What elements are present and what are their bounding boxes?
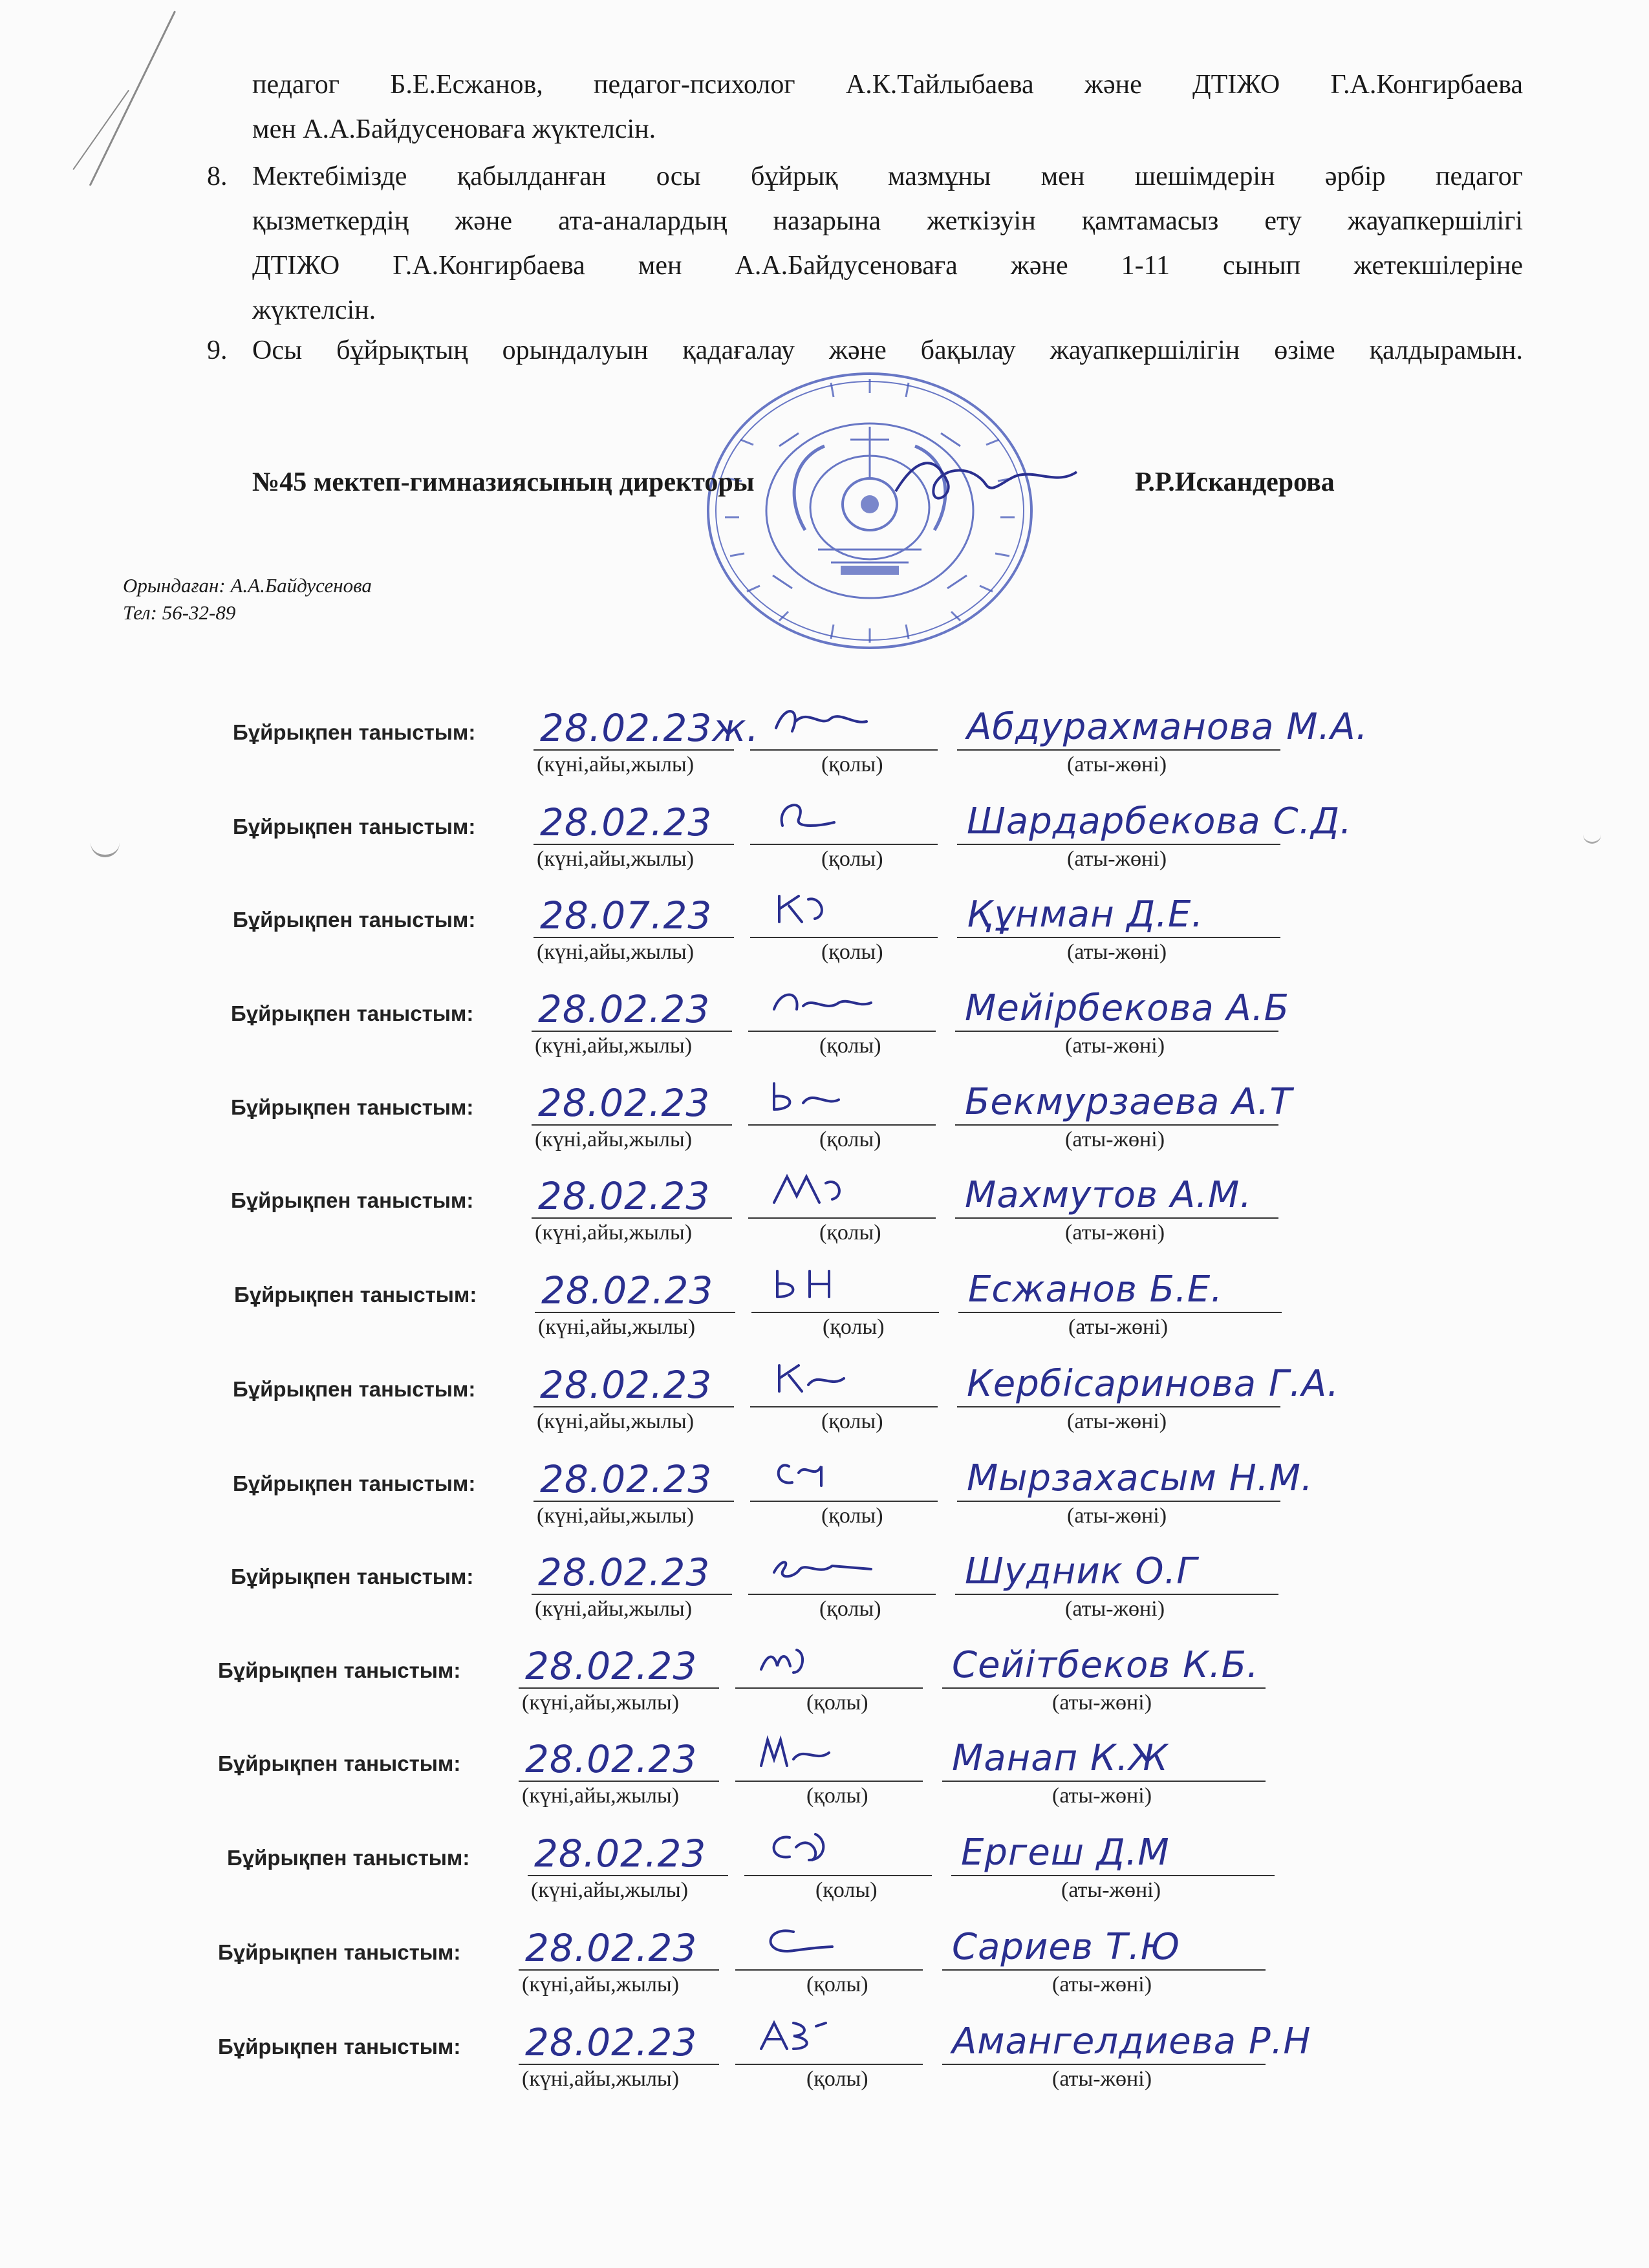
date-caption: (күні,айы,жылы)	[537, 1504, 695, 1528]
signature-caption: (қолы)	[819, 1128, 881, 1151]
date-caption: (күні,айы,жылы)	[537, 753, 695, 776]
acknowledgement-label: Бұйрықпен таныстым:	[218, 1658, 461, 1682]
acknowledgement-row	[0, 1644, 1649, 1736]
signature-line	[748, 1031, 936, 1032]
acknowledgement-row	[0, 800, 1649, 892]
signature-caption: (қолы)	[823, 1315, 885, 1339]
name-caption: (аты-жөні)	[1052, 1784, 1152, 1808]
signature-caption: (қолы)	[821, 940, 883, 964]
name-line	[958, 1312, 1282, 1313]
date-caption: (күні,айы,жылы)	[535, 1597, 693, 1621]
text-line: педагог Б.Е.Есжанов, педагог-психолог А.К.Тайлыбаева және ДТІЖО Г.А.Конгирбаева	[252, 70, 1523, 100]
acknowledgement-row	[0, 1832, 1649, 1923]
acknowledgement-row	[0, 706, 1649, 798]
name-line	[942, 1687, 1266, 1689]
handwritten-date: 28.02.23	[540, 800, 713, 844]
handwritten-name: Манап К.Ж	[952, 1737, 1169, 1779]
name-line	[942, 1781, 1266, 1782]
date-caption: (күні,айы,жылы)	[522, 1784, 680, 1808]
date-caption: (күні,айы,жылы)	[535, 1221, 693, 1245]
item-number: 8.	[207, 162, 228, 191]
acknowledgement-label: Бұйрықпен таныстым:	[218, 1940, 461, 1964]
signature-stroke	[774, 1562, 871, 1576]
signature-caption: (қолы)	[806, 1973, 868, 1996]
handwritten-date: 28.02.23	[525, 1926, 698, 1970]
executor-phone: Тел: 56-32-89	[123, 601, 236, 624]
date-caption: (күні,айы,жылы)	[522, 2067, 680, 2091]
handwritten-name: Абдурахманова М.А.	[967, 706, 1368, 748]
signature-stroke	[774, 1177, 839, 1203]
name-caption: (аты-жөні)	[1052, 2067, 1152, 2091]
signature-caption: (қолы)	[806, 1784, 868, 1808]
handwritten-signature	[755, 1733, 897, 1779]
handwritten-date: 28.02.23	[538, 1174, 711, 1218]
text-line: жүктелсін.	[252, 295, 376, 325]
date-caption: (күні,айы,жылы)	[531, 1878, 689, 1902]
handwritten-signature	[768, 1170, 910, 1215]
name-caption: (аты-жөні)	[1065, 1128, 1165, 1151]
acknowledgement-label: Бұйрықпен таныстым:	[233, 720, 476, 744]
signature-line	[750, 749, 938, 751]
acknowledgement-row	[0, 1457, 1649, 1549]
handwritten-name: Сариев Т.Ю	[952, 1926, 1181, 1968]
item-number: 9.	[207, 336, 228, 365]
signature-line	[750, 937, 938, 938]
handwritten-signature	[770, 797, 912, 842]
handwritten-name: Махмутов А.М.	[965, 1174, 1253, 1216]
handwritten-name: Құнман Д.Е.	[967, 893, 1204, 936]
date-caption: (күні,айы,жылы)	[522, 1973, 680, 1996]
signature-stroke	[761, 2023, 826, 2049]
handwritten-name: Есжанов Б.Е.	[968, 1268, 1223, 1311]
signature-line	[735, 1969, 923, 1971]
signature-caption: (қолы)	[806, 2067, 868, 2091]
signature-caption: (қолы)	[821, 753, 883, 776]
handwritten-name: Шудник О.Г	[965, 1550, 1198, 1592]
name-caption: (аты-жөні)	[1061, 1878, 1161, 1902]
signature-stroke	[779, 1365, 844, 1391]
handwritten-date: 28.02.23	[538, 987, 711, 1031]
signature-stroke	[782, 805, 834, 826]
handwritten-date: 28.02.23	[525, 1737, 698, 1781]
handwritten-date: 28.02.23	[540, 1363, 713, 1407]
name-line	[957, 749, 1280, 751]
text-line: ДТІЖО Г.А.Конгирбаева мен А.А.Байдусеноваға және 1-11 сынып жетекшілеріне	[252, 251, 1523, 281]
handwritten-name: Кербісаринова Г.А.	[967, 1363, 1340, 1405]
acknowledgement-label: Бұйрықпен таныстым:	[233, 908, 476, 932]
signature-stroke	[771, 1931, 832, 1951]
signature-line	[735, 1781, 923, 1782]
name-line	[942, 1969, 1266, 1971]
text-line: Мектебімізде қабылданған осы бұйрық мазмұны мен шешімдерін әрбір педагог	[252, 162, 1523, 191]
signature-line	[750, 844, 938, 845]
name-line	[957, 1501, 1280, 1502]
acknowledgement-label: Бұйрықпен таныстым:	[233, 815, 476, 839]
name-caption: (аты-жөні)	[1067, 1409, 1167, 1433]
acknowledgement-label: Бұйрықпен таныстым:	[218, 2035, 461, 2059]
name-line	[955, 1124, 1278, 1126]
director-title: №45 мектеп-гимназиясының директоры	[252, 467, 755, 497]
acknowledgement-label: Бұйрықпен таныстым:	[231, 1188, 474, 1212]
acknowledgement-label: Бұйрықпен таныстым:	[231, 1001, 474, 1025]
handwritten-signature	[768, 1077, 910, 1122]
handwritten-date: 28.02.23	[538, 1081, 711, 1125]
handwritten-name: Сейітбеков К.Б.	[952, 1644, 1259, 1686]
acknowledgement-row	[0, 1926, 1649, 2018]
handwritten-signature	[771, 1265, 913, 1310]
signature-line	[744, 1875, 932, 1876]
handwritten-date: 28.07.23	[540, 893, 713, 937]
scan-streak	[89, 11, 176, 186]
name-line	[951, 1875, 1275, 1876]
handwritten-date: 28.02.23	[525, 2020, 698, 2064]
signature-caption: (қолы)	[819, 1597, 881, 1621]
date-caption: (күні,айы,жылы)	[537, 1409, 695, 1433]
acknowledgement-label: Бұйрықпен таныстым:	[227, 1846, 470, 1870]
signature-line	[735, 2064, 923, 2065]
name-caption: (аты-жөні)	[1065, 1034, 1165, 1058]
handwritten-signature	[770, 1359, 912, 1404]
signature-line	[735, 1687, 923, 1689]
handwritten-name: Шардарбекова С.Д.	[967, 800, 1352, 842]
handwritten-signature	[755, 2017, 897, 2062]
signature-line	[748, 1594, 936, 1595]
handwritten-date: 28.02.23	[541, 1268, 714, 1312]
signature-stroke	[776, 711, 867, 731]
signature-caption: (қолы)	[819, 1221, 881, 1245]
handwritten-date: 28.02.23	[534, 1832, 707, 1876]
signature-line	[750, 1501, 938, 1502]
acknowledgement-label: Бұйрықпен таныстым:	[231, 1565, 474, 1589]
acknowledgement-row	[0, 987, 1649, 1079]
handwritten-name: Мейірбекова А.Б	[965, 987, 1289, 1029]
name-caption: (аты-жөні)	[1067, 847, 1167, 871]
signature-stroke	[774, 1084, 839, 1109]
signature-caption: (қолы)	[821, 1504, 883, 1528]
handwritten-signature	[770, 1453, 912, 1499]
signature-stroke	[779, 896, 822, 922]
signature-line	[750, 1406, 938, 1407]
acknowledgement-label: Бұйрықпен таныстым:	[231, 1095, 474, 1119]
date-caption: (күні,айы,жылы)	[535, 1034, 693, 1058]
name-line	[955, 1594, 1278, 1595]
handwritten-signature	[768, 1546, 910, 1592]
handwritten-signature	[770, 702, 912, 747]
text-line: Осы бұйрықтың орындалуын қадағалау және бақылау жауапкершілігін өзіме қалдырамын.	[252, 336, 1523, 365]
acknowledgement-row	[0, 2020, 1649, 2112]
handwritten-date: 28.02.23	[538, 1550, 711, 1594]
name-line	[942, 2064, 1266, 2065]
signature-stroke	[761, 1740, 829, 1766]
handwritten-name: Мырзахасым Н.М.	[967, 1457, 1313, 1499]
handwritten-date: 28.02.23	[525, 1644, 698, 1688]
signature-stroke	[774, 1834, 824, 1860]
signature-stroke	[774, 995, 871, 1010]
handwritten-signature	[755, 1640, 897, 1685]
acknowledgement-row	[0, 1737, 1649, 1829]
name-line	[955, 1217, 1278, 1219]
acknowledgement-row	[0, 1268, 1649, 1360]
signature-line	[748, 1217, 936, 1219]
handwritten-signature	[764, 1828, 906, 1873]
acknowledgement-row	[0, 1174, 1649, 1266]
name-caption: (аты-жөні)	[1052, 1973, 1152, 1996]
text-line: қызметкердің және ата-аналардың назарына жеткізуін қамтамасыз ету жауапкершілігі	[252, 206, 1523, 236]
handwritten-date: 28.02.23ж.	[540, 706, 759, 750]
signature-stroke	[779, 1465, 821, 1486]
name-caption: (аты-жөні)	[1052, 1691, 1152, 1715]
scan-streak	[72, 90, 129, 170]
date-caption: (күні,айы,жылы)	[537, 940, 695, 964]
acknowledgement-label: Бұйрықпен таныстым:	[233, 1471, 476, 1495]
date-caption: (күні,айы,жылы)	[522, 1691, 680, 1715]
signature-caption: (қолы)	[821, 1409, 883, 1433]
acknowledgement-row	[0, 1550, 1649, 1642]
name-caption: (аты-жөні)	[1067, 1504, 1167, 1528]
signature-caption: (қолы)	[819, 1034, 881, 1058]
director-signature	[889, 446, 1083, 517]
executor-name: Орындаған: А.А.Байдусенова	[123, 574, 372, 597]
signature-stroke	[777, 1271, 829, 1297]
handwritten-signature	[768, 983, 910, 1029]
handwritten-date: 28.02.23	[540, 1457, 713, 1501]
signature-caption: (қолы)	[821, 847, 883, 871]
acknowledgement-row	[0, 893, 1649, 985]
signature-stroke	[761, 1650, 803, 1673]
acknowledgement-row	[0, 1081, 1649, 1173]
handwritten-name: Бекмурзаева А.Т	[965, 1081, 1293, 1123]
date-caption: (күні,айы,жылы)	[535, 1128, 693, 1151]
acknowledgement-row	[0, 1363, 1649, 1455]
name-caption: (аты-жөні)	[1068, 1315, 1169, 1339]
text-line: мен А.А.Байдусеноваға жүктелсін.	[252, 114, 656, 144]
signature-line	[751, 1312, 939, 1313]
signature-caption: (қолы)	[806, 1691, 868, 1715]
name-caption: (аты-жөні)	[1067, 753, 1167, 776]
acknowledgement-label: Бұйрықпен таныстым:	[218, 1751, 461, 1775]
continuation-paragraph	[252, 63, 1523, 152]
handwritten-signature	[755, 1922, 897, 1967]
handwritten-signature	[770, 890, 912, 935]
signature-caption: (қолы)	[815, 1878, 878, 1902]
signature-line	[748, 1124, 936, 1126]
handwritten-name: Ергеш Д.М	[961, 1832, 1170, 1874]
acknowledgement-label: Бұйрықпен таныстым:	[234, 1283, 477, 1307]
name-caption: (аты-жөні)	[1067, 940, 1167, 964]
name-caption: (аты-жөні)	[1065, 1597, 1165, 1621]
acknowledgement-label: Бұйрықпен таныстым:	[233, 1377, 476, 1401]
handwritten-name: Амангелдиева Р.Н	[952, 2020, 1311, 2062]
name-line	[957, 844, 1280, 845]
name-caption: (аты-жөні)	[1065, 1221, 1165, 1245]
date-caption: (күні,айы,жылы)	[538, 1315, 696, 1339]
name-line	[957, 937, 1280, 938]
name-line	[957, 1406, 1280, 1407]
date-caption: (күні,айы,жылы)	[537, 847, 695, 871]
name-line	[955, 1031, 1278, 1032]
director-name: Р.Р.Искандерова	[1135, 467, 1335, 497]
